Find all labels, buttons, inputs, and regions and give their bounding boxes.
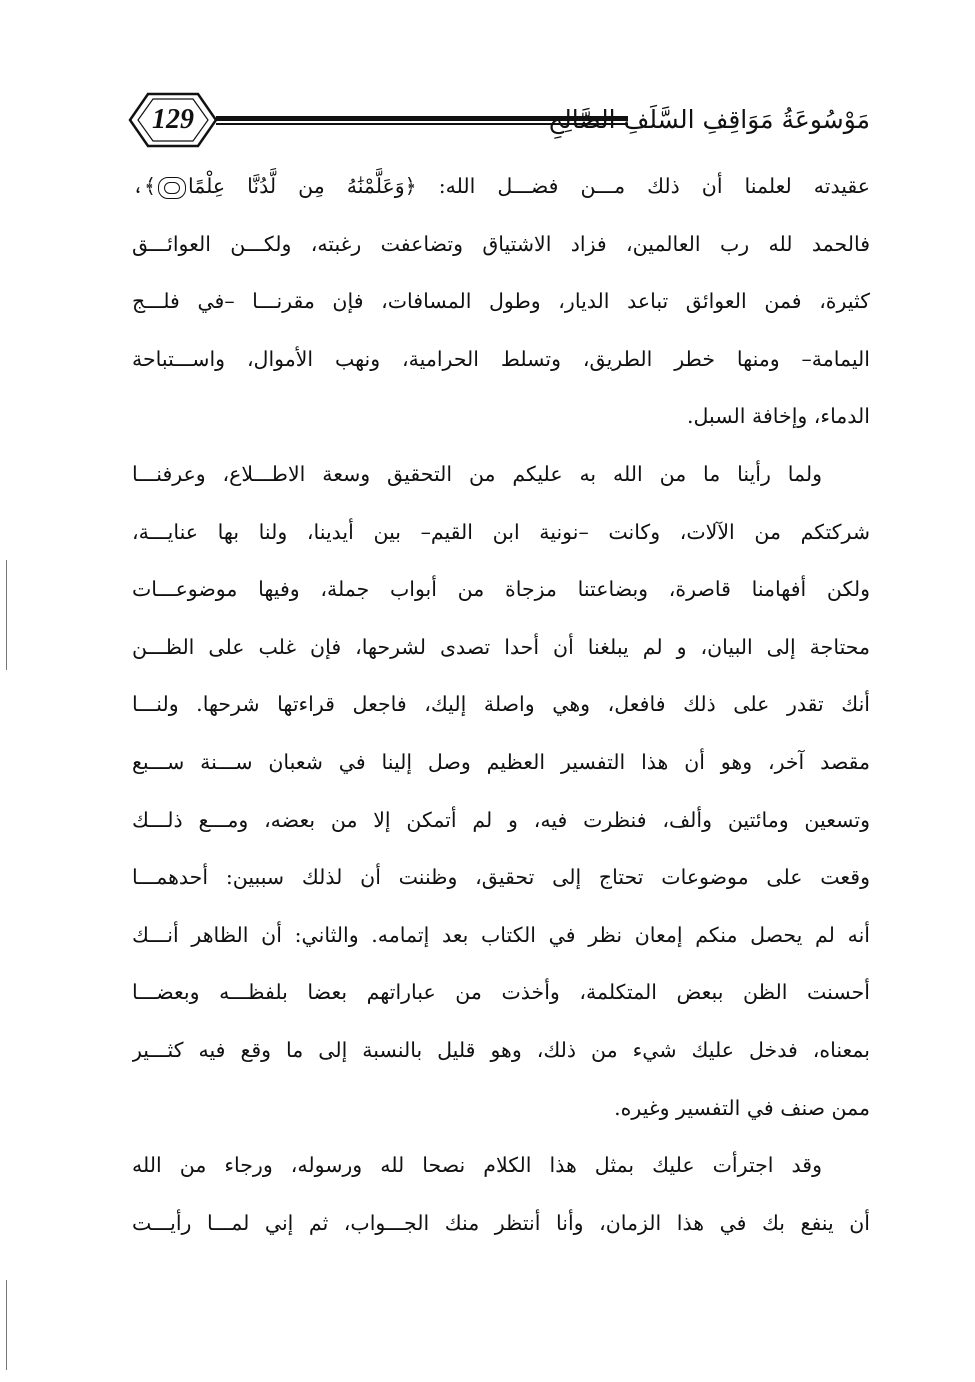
text-line-1: [132, 158, 870, 216]
text-line-19: أن ينفع بك في هذا الزمان، وأنا أنتظر منك الجـــواب، ثم إني لمـــا رأيـــت: [132, 1210, 870, 1235]
text-line-5: الدماء، وإخافة السبل.: [687, 404, 870, 429]
page-header: [128, 92, 870, 152]
scan-margin-line: [6, 560, 7, 670]
text-line-14: أنه لم يحصل منكم إمعان نظر في الكتاب بعد إتمامه. والثاني: أن الظاهر أنـــك: [132, 922, 870, 947]
text-line-15: أحسنت الظن ببعض المتكلمة، وأخذت من عباراتهم بعضا بلفظـــه وبعضـــا: [132, 980, 870, 1005]
text-line-6: ولما رأينا ما من الله به عليكم من التحقيق وسعة الاطـــلاع، وعرفنـــا: [132, 461, 822, 486]
book-title: مَوْسُوعَةُ مَوَاقِفِ السَّلَفِ الصَّالِحِ: [547, 105, 870, 134]
text-line-16: بمعناه، فدخل عليك شيء من ذلك، وهو قليل بالنسبة إلى ما وقع فيه كثـــير: [132, 1037, 870, 1062]
ayah-number-icon: [158, 177, 186, 199]
text-line-7: شركتكم من الآلات، وكانت –نونية ابن القيم– بين أيدينا، ولنا بها عنايـــة،: [132, 519, 870, 544]
text-line-8: ولكن أفهامنا قاصرة، وبضاعتنا مزجاة من أبواب جملة، وفيها موضوعـــات: [132, 577, 870, 602]
text-line-17: ممن صنف في التفسير وغيره.: [614, 1095, 870, 1120]
text-line-13: وقعت على موضوعات تحتاج إلى تحقيق، وظننت أن لذلك سببين: أحدهمـــا: [132, 865, 870, 890]
page-number: 129: [152, 104, 194, 135]
text-line-4: اليمامة– ومنها خطر الطريق، وتسلط الحرامية، ونهب الأموال، واســـتباحة: [132, 346, 870, 371]
text-line-9: محتاجة إلى البيان، و لم يبلغنا أن أحدا تصدى لشرحها، فإن غلب على الظـــن: [132, 634, 870, 659]
text-line-1-tail: ﴾،: [132, 174, 157, 198]
text-line-3: كثيرة، فمن العوائق تباعد الديار، وطول المسافات، فإن مقرنـــا –في فلـــج: [132, 289, 870, 314]
text-line-11: مقصد آخر، وهو أن هذا التفسير العظيم وصل إلينا في شعبان ســـنة ســـبع: [132, 749, 870, 774]
page-body: [132, 158, 870, 1252]
text-line-10: أنك تقدر على ذلك فافعل، وهي واصلة إليك، فاجعل قراءتها شرحها. ولنـــا: [132, 692, 870, 717]
text-line-12: وتسعين ومائتين وألف، فنظرت فيه، و لم أتمكن إلا من بعضه، ومـــع ذلـــك: [132, 807, 870, 832]
scan-margin-line: [6, 1280, 7, 1370]
text-line-2: فالحمد لله رب العالمين، فزاد الاشتياق وتضاعفت رغبته، ولكـــن العوائـــق: [132, 231, 870, 256]
text-line-1-main: عقيدته لعلمنا أن ذلك مـــن فضـــل الله: ﴿وَعَلَّمْنَٰهُ مِن لَّدُنَّا عِلْمًا: [188, 174, 870, 198]
text-line-18: وقد اجترأت عليك بمثل هذا الكلام نصحا لله ورسوله، ورجاء من الله: [132, 1153, 822, 1178]
